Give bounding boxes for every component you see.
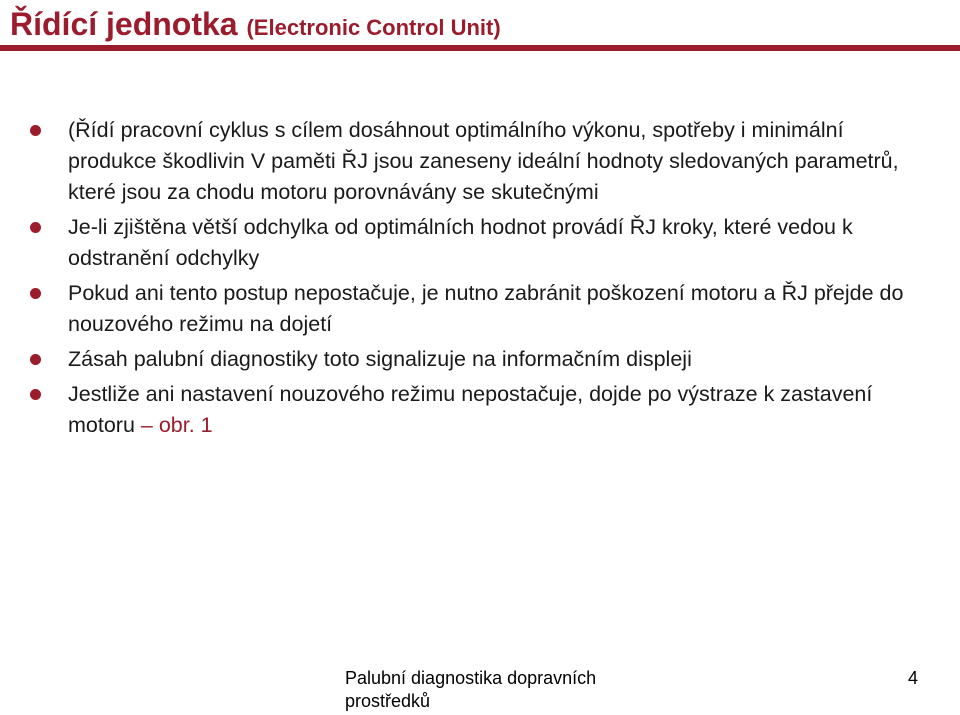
bullet-text: Zásah palubní diagnostiky toto signalizuje na informačním displeji	[68, 347, 692, 371]
bullet-item-ecu-function	[30, 115, 910, 208]
page-number: 4	[908, 668, 919, 688]
bullet-dot-icon	[30, 389, 41, 400]
figure-link[interactable]: – obr. 1	[140, 413, 213, 437]
bullet-item-engine-stop	[30, 379, 910, 441]
bullet-dot-icon	[30, 354, 41, 365]
bullet-list	[30, 115, 910, 445]
bullet-text: Jestliže ani nastavení nouzového režimu nepostačuje, dojde po výstraze k zastavení motoru	[68, 382, 873, 437]
slide-title	[10, 4, 501, 48]
bullet-text: (Řídí pracovní cyklus s cílem dosáhnout optimálního výkonu, spotřeby i minimální produkce škodlivin V paměti ŘJ jsou zaneseny ideální hodnoty sledovaných parametrů, které jsou za chodu motoru porovnávány se skutečnými	[68, 118, 899, 204]
bullet-dot-icon	[30, 222, 41, 233]
bullet-item-diagnostics-signal	[30, 344, 910, 375]
bullet-item-emergency-mode	[30, 278, 910, 340]
bullet-text: Je-li zjištěna větší odchylka od optimálních hodnot provádí ŘJ kroky, které vedou k odstranění odchylky	[68, 215, 853, 270]
bullet-text: Pokud ani tento postup nepostačuje, je nutno zabránit poškození motoru a ŘJ přejde do nouzového režimu na dojetí	[68, 281, 904, 336]
footer-title: Palubní diagnostika dopravních prostředků	[345, 668, 597, 711]
bullet-item-deviation	[30, 212, 910, 274]
bullet-dot-icon	[30, 288, 41, 299]
slide-title-subtitle: (Electronic Control Unit)	[246, 15, 501, 40]
title-divider	[0, 45, 960, 51]
bullet-dot-icon	[30, 125, 41, 136]
slide-title-main: Řídící jednotka	[10, 6, 238, 42]
